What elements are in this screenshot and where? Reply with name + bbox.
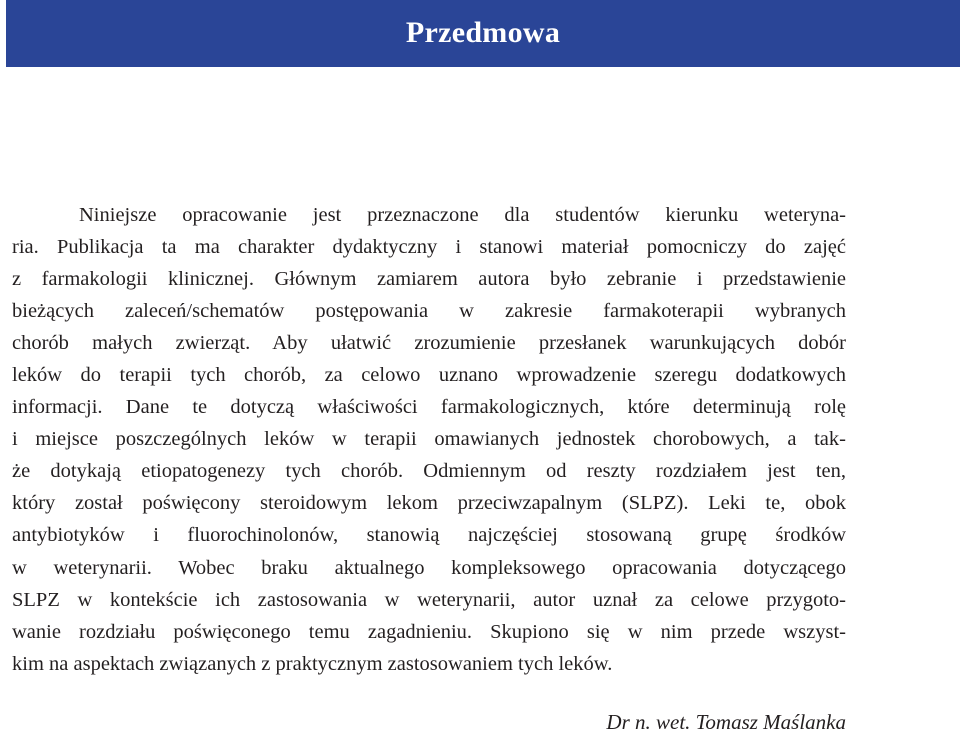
paragraph-line: chorób małych zwierząt. Aby ułatwić zrozumienie przesłanek warunkujących dobór [12, 332, 846, 355]
author-signature: Dr n. wet. Tomasz Maślanka [606, 710, 846, 734]
paragraph-line: bieżących zaleceń/schematów postępowania w zakresie farmakoterapii wybranych [12, 300, 846, 323]
paragraph-line: że dotykają etiopatogenezy tych chorób. Odmiennym od reszty rozdziałem jest ten, [12, 460, 846, 483]
paragraph-line: Niniejsze opracowanie jest przeznaczone dla studentów kierunku weteryna- [79, 204, 846, 226]
paragraph-line: w weterynarii. Wobec braku aktualnego kompleksowego opracowania dotyczącego [12, 556, 846, 579]
chapter-title: Przedmowa [405, 15, 561, 49]
paragraph-line: antybiotyków i fluorochinolonów, stanowią najczęściej stosowaną grupę środków [12, 524, 846, 547]
paragraph-line: kim na aspektach związanych z praktycznym zastosowaniem tych leków. [12, 652, 613, 675]
paragraph-line: informacji. Dane te dotyczą właściwości farmakologicznych, które determinują rolę [12, 396, 846, 419]
paragraph-line: ria. Publikacja ta ma charakter dydaktyczny i stanowi materiał pomocniczy do zajęć [12, 236, 846, 259]
chapter-header-bar [6, 0, 960, 67]
paragraph-line: który został poświęcony steroidowym lekom przeciwzapalnym (SLPZ). Leki te, obok [12, 492, 846, 515]
paragraph-line: z farmakologii klinicznej. Głównym zamiarem autora było zebranie i przedstawienie [12, 268, 846, 291]
paragraph-line: wanie rozdziału poświęconego temu zagadnieniu. Skupiono się w nim przede wszyst- [12, 620, 846, 643]
preface-paragraph [12, 199, 846, 680]
paragraph-line: leków do terapii tych chorób, za celowo uznano wprowadzenie szeregu dodatkowych [12, 364, 846, 387]
paragraph-line: SLPZ w kontekście ich zastosowania w weterynarii, autor uznał za celowe przygoto- [12, 588, 846, 611]
paragraph-line: i miejsce poszczególnych leków w terapii omawianych jednostek chorobowych, a tak- [12, 428, 846, 451]
